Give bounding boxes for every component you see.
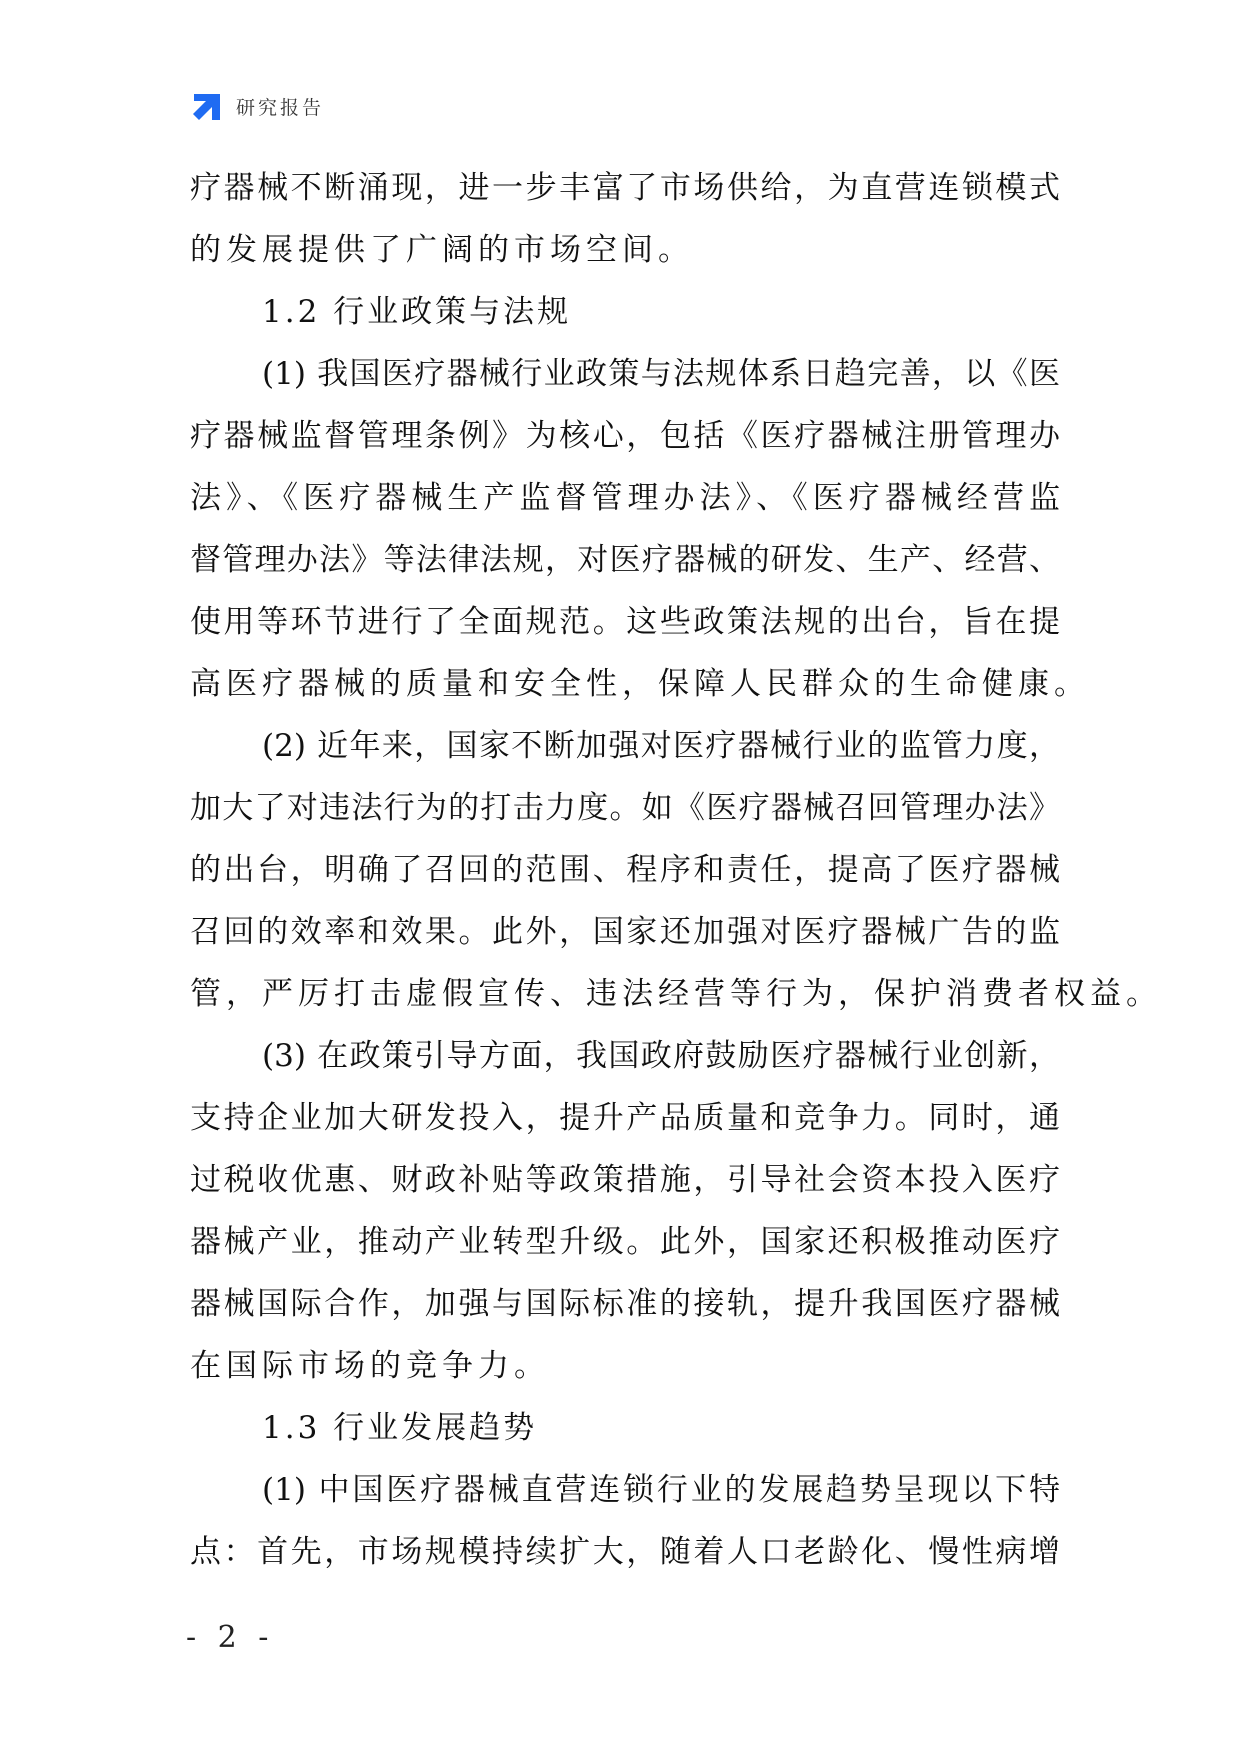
body-line: 疗器械监督管理条例》为核心，包括《医疗器械注册管理办 xyxy=(190,418,1060,454)
body-line: (3) 在政策引导方面，我国政府鼓励医疗器械行业创新， xyxy=(262,1038,1060,1074)
body-line: 的出台，明确了召回的范围、程序和责任，提高了医疗器械 xyxy=(190,852,1060,888)
section-heading-1-2: 1.2 行业政策与法规 xyxy=(262,294,572,330)
body-line: 高医疗器械的质量和安全性，保障人民群众的生命健康。 xyxy=(190,666,1090,702)
body-line: 的发展提供了广阔的市场空间。 xyxy=(190,232,694,268)
section-heading-1-3: 1.3 行业发展趋势 xyxy=(262,1410,538,1446)
body-line: 在国际市场的竞争力。 xyxy=(190,1348,550,1384)
page-header xyxy=(190,88,324,124)
body-line: 使用等环节进行了全面规范。这些政策法规的出台，旨在提 xyxy=(190,604,1060,640)
body-line: 器械国际合作，加强与国际标准的接轨，提升我国医疗器械 xyxy=(190,1286,1060,1322)
header-title: 研究报告 xyxy=(236,96,325,119)
body-line: (1) 我国医疗器械行业政策与法规体系日趋完善，以《医 xyxy=(262,356,1060,392)
body-line: 召回的效率和效果。此外，国家还加强对医疗器械广告的监 xyxy=(190,914,1060,950)
body-line: 疗器械不断涌现，进一步丰富了市场供给，为直营连锁模式 xyxy=(190,170,1060,206)
body-line: 加大了对违法行为的打击力度。如《医疗器械召回管理办法》 xyxy=(190,790,1060,826)
body-line: (2) 近年来，国家不断加强对医疗器械行业的监管力度， xyxy=(262,728,1060,764)
body-line: 法》、《医疗器械生产监督管理办法》、《医疗器械经营监 xyxy=(190,480,1060,516)
document-body xyxy=(190,157,1162,1583)
body-line: (1) 中国医疗器械直营连锁行业的发展趋势呈现以下特 xyxy=(262,1472,1060,1508)
body-line: 督管理办法》等法律法规，对医疗器械的研发、生产、经营、 xyxy=(190,542,1060,578)
body-line: 点：首先，市场规模持续扩大，随着人口老龄化、慢性病增 xyxy=(190,1534,1060,1570)
page-number: - 2 - xyxy=(186,1620,275,1655)
body-line: 器械产业，推动产业转型升级。此外，国家还积极推动医疗 xyxy=(190,1224,1060,1260)
arrow-logo-icon xyxy=(190,89,224,123)
body-line: 过税收优惠、财政补贴等政策措施，引导社会资本投入医疗 xyxy=(190,1162,1060,1198)
body-line: 管，严厉打击虚假宣传、违法经营等行为，保护消费者权益。 xyxy=(190,976,1162,1012)
body-line: 支持企业加大研发投入，提升产品质量和竞争力。同时，通 xyxy=(190,1100,1060,1136)
